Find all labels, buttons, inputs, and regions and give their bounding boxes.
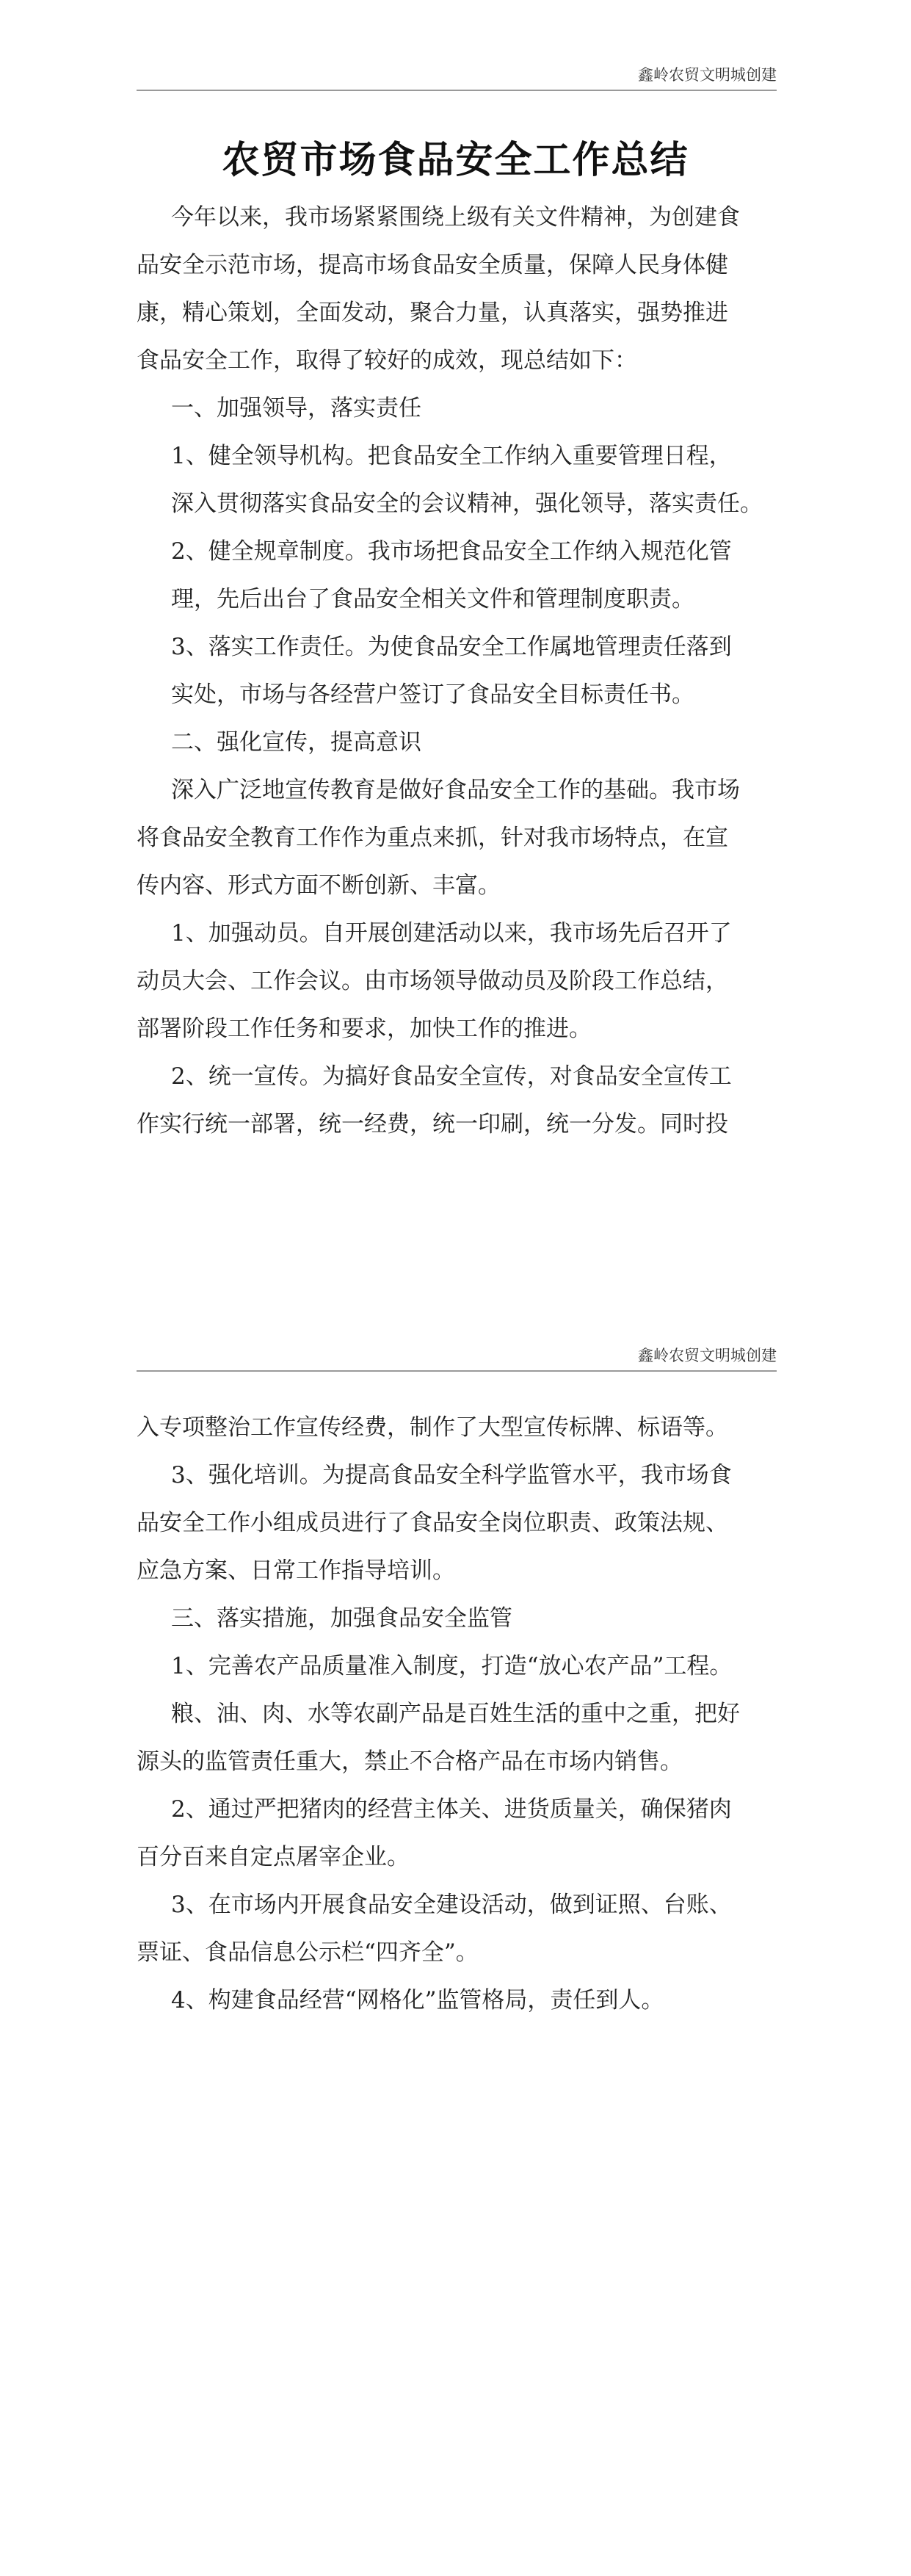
paragraph-line: 2、统一宣传。为搞好食品安全宣传，对食品安全宣传工 — [171, 1063, 732, 1090]
paragraph-line: 今年以来，我市场紧紧围绕上级有关文件精神，为创建食 — [171, 204, 740, 231]
paragraph-line: 实处，市场与各经营户签订了食品安全目标责任书。 — [171, 681, 694, 708]
paragraph-line: 传内容、形式方面不断创新、丰富。 — [137, 872, 501, 899]
section-heading: 二、强化宣传，提高意识 — [171, 729, 421, 756]
paragraph-line: 票证、食品信息公示栏“四齐全”。 — [137, 1939, 479, 1966]
section-heading: 三、落实措施，加强食品安全监管 — [171, 1605, 512, 1632]
paragraph-line: 3、落实工作责任。为使食品安全工作属地管理责任落到 — [171, 634, 732, 660]
paragraph-line: 部署阶段工作任务和要求，加快工作的推进。 — [137, 1016, 592, 1042]
paragraph-line: 康，精心策划，全面发动，聚合力量，认真落实，强势推进 — [137, 300, 728, 326]
paragraph-line: 3、在市场内开展食品安全建设活动，做到证照、台账、 — [171, 1892, 732, 1918]
header-text: 鑫岭农贸文明城创建 — [638, 1347, 777, 1364]
page-header — [137, 43, 777, 91]
paragraph-line: 粮、油、肉、水等农副产品是百姓生活的重中之重，把好 — [171, 1701, 740, 1727]
paragraph-line: 入专项整治工作宣传经费，制作了大型宣传标牌、标语等。 — [137, 1414, 728, 1441]
section-heading: 一、加强领导，落实责任 — [171, 395, 421, 422]
paragraph-line: 动员大会、工作会议。由市场领导做动员及阶段工作总结， — [137, 968, 728, 994]
paragraph-line: 3、强化培训。为提高食品安全科学监管水平，我市场食 — [171, 1462, 732, 1488]
paragraph-line: 2、健全规章制度。我市场把食品安全工作纳入规范化管 — [171, 538, 732, 565]
page-header — [137, 1328, 777, 1372]
paragraph-line: 应急方案、日常工作指导培训。 — [137, 1557, 455, 1584]
paragraph-line: 1、加强动员。自开展创建活动以来，我市场先后召开了 — [171, 920, 732, 947]
paragraph-line: 1、完善农产品质量准入制度，打造“放心农产品”工程。 — [171, 1653, 733, 1679]
document-title: 农贸市场食品安全工作总结 — [222, 139, 689, 182]
paragraph-line: 4、构建食品经营“网格化”监管格局，责任到人。 — [171, 1987, 664, 2014]
paragraph-line: 作实行统一部署，统一经费，统一印刷，统一分发。同时投 — [137, 1111, 728, 1137]
paragraph-line: 品安全示范市场，提高市场食品安全质量，保障人民身体健 — [137, 252, 728, 278]
paragraph-line: 百分百来自定点屠宰企业。 — [137, 1844, 410, 1870]
paragraph-line: 食品安全工作，取得了较好的成效，现总结如下： — [137, 347, 637, 374]
paragraph-line: 1、健全领导机构。把食品安全工作纳入重要管理日程， — [171, 443, 732, 469]
paragraph-line: 品安全工作小组成员进行了食品安全岗位职责、政策法规、 — [137, 1510, 728, 1536]
paragraph-line: 将食品安全教育工作作为重点来抓，针对我市场特点，在宣 — [137, 825, 728, 851]
paragraph-line: 深入贯彻落实食品安全的会议精神，强化领导，落实责任。 — [171, 491, 763, 517]
paragraph-line: 2、通过严把猪肉的经营主体关、进货质量关，确保猪肉 — [171, 1796, 732, 1823]
paragraph-line: 理，先后出台了食品安全相关文件和管理制度职责。 — [171, 586, 694, 612]
paragraph-line: 深入广泛地宣传教育是做好食品安全工作的基础。我市场 — [171, 777, 740, 803]
paragraph-line: 源头的监管责任重大，禁止不合格产品在市场内销售。 — [137, 1748, 683, 1775]
header-text: 鑫岭农贸文明城创建 — [638, 66, 777, 84]
